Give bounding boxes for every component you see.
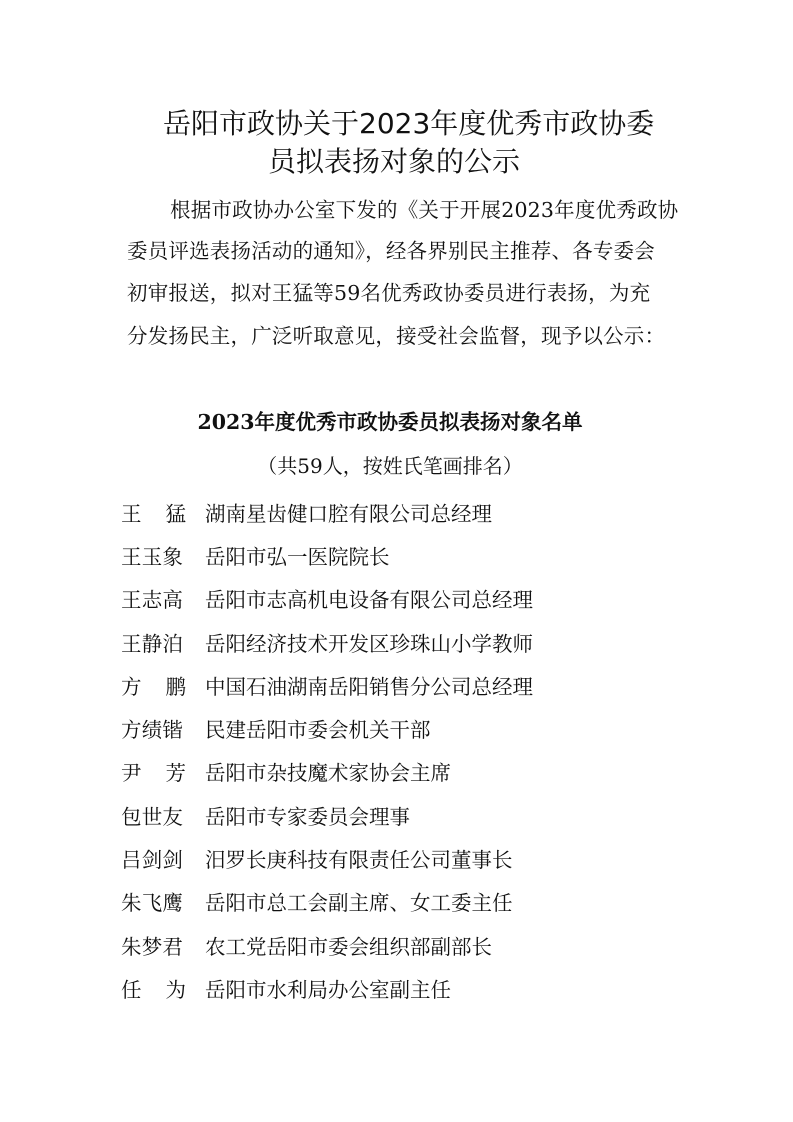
- member-name: 吕剑剑: [121, 848, 184, 873]
- roster-row: [121, 663, 721, 706]
- paragraph-line-3: 初审报送，拟对王猛等59名优秀政协委员进行表扬，为充: [127, 281, 651, 305]
- roster-row: [121, 793, 721, 836]
- member-role: 中国石油湖南岳阳销售分公司总经理: [205, 674, 533, 699]
- member-role: 岳阳市总工会副主席、女工委主任: [205, 891, 513, 916]
- roster-row: [121, 923, 721, 966]
- member-role: 农工党岳阳市委会组织部副部长: [205, 934, 492, 959]
- roster-row: [121, 966, 721, 1009]
- member-role: 岳阳市弘一医院院长: [205, 544, 390, 569]
- list-note: （共59人，按姓氏笔画排名）: [257, 454, 523, 478]
- member-name: 方绩锴: [121, 718, 184, 743]
- roster-list: [121, 490, 721, 1010]
- member-name: 朱飞鹰: [121, 891, 184, 916]
- member-name: 尹芳: [121, 761, 210, 786]
- member-name: 包世友: [121, 804, 184, 829]
- roster-row: [121, 577, 721, 620]
- roster-row: [121, 880, 721, 923]
- paragraph-line-4: 分发扬民主，广泛听取意见，接受社会监督，现予以公示：: [127, 324, 666, 348]
- member-role: 民建岳阳市委会机关干部: [205, 718, 431, 743]
- member-name: 王猛: [121, 501, 210, 526]
- roster-row: [121, 836, 721, 879]
- roster-row: [121, 620, 721, 663]
- member-role: 岳阳市水利局办公室副主任: [205, 977, 451, 1002]
- member-name: 朱梦君: [121, 934, 184, 959]
- member-role: 岳阳市志高机电设备有限公司总经理: [205, 588, 533, 613]
- member-role: 岳阳经济技术开发区珍珠山小学教师: [205, 631, 533, 656]
- member-name: 方鹏: [121, 674, 210, 699]
- paragraph-line-2: 委员评选表扬活动的通知》，经各界别民主推荐、各专委会: [127, 239, 655, 263]
- member-role: 湖南星齿健口腔有限公司总经理: [205, 501, 492, 526]
- member-role: 汨罗长庚科技有限责任公司董事长: [205, 848, 513, 873]
- document-title-line-1: 岳阳市政协关于2023年度优秀市政协委: [163, 107, 655, 140]
- member-role: 岳阳市杂技魔术家协会主席: [205, 761, 451, 786]
- roster-row: [121, 490, 721, 533]
- member-role: 岳阳市专家委员会理事: [205, 804, 410, 829]
- list-title: 2023年度优秀市政协委员拟表扬对象名单: [197, 410, 583, 434]
- document-title-line-2: 员拟表扬对象的公示: [268, 145, 521, 178]
- member-name: 王静泊: [121, 631, 184, 656]
- roster-row: [121, 750, 721, 793]
- member-name: 王玉象: [121, 544, 184, 569]
- member-name: 任为: [121, 977, 210, 1002]
- roster-row: [121, 533, 721, 576]
- roster-row: [121, 706, 721, 749]
- paragraph-line-1: 根据市政协办公室下发的《关于开展2023年度优秀政协: [170, 198, 679, 222]
- member-name: 王志高: [121, 588, 184, 613]
